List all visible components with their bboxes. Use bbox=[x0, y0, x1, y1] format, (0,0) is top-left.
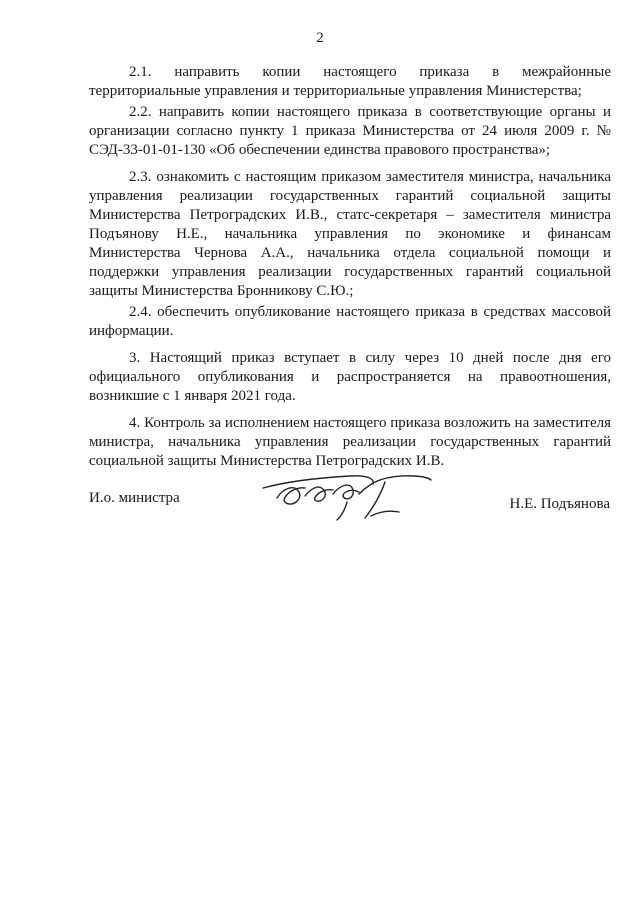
paragraph-3: 3. Настоящий приказ вступает в силу через 10 дней после дня его официального опубликования и распространяется на правоотношения, возникшие с 1 января 2021 года. bbox=[89, 350, 611, 404]
signatory-position: И.о. министра bbox=[89, 490, 180, 506]
paragraph-2-3: 2.3. ознакомить с настоящим приказом заместителя министра, начальника управления реализации государственных гарантий социальной защиты Министерства Петроградских И.В., статс-секретаря – заместителя министра Подъянову Н.Е., начальника управления по экономике и финансам Министерства Чернова А.А., начальника отдела социальной помощи и поддержки управления реализации государственных гарантий социальной защиты Министерства Бронникову С.Ю.; bbox=[89, 169, 611, 299]
page-number: 2 bbox=[316, 30, 324, 46]
handwritten-signature bbox=[255, 458, 435, 528]
paragraph-2-2: 2.2. направить копии настоящего приказа в соответствующие органы и организации согласно пункту 1 приказа Министерства от 24 июля 2009 г. № СЭД-33-01-01-130 «Об обеспечении единства правового пространства»; bbox=[89, 104, 611, 158]
paragraph-4: 4. Контроль за исполнением настоящего приказа возложить на заместителя министра, начальника управления реализации государственных гарантий социальной защиты Министерства Петроградских И.В. bbox=[89, 415, 611, 469]
document-body bbox=[89, 63, 611, 471]
paragraph-2-1: 2.1. направить копии настоящего приказа в межрайонные территориальные управления и территориальные управления Министерства; bbox=[89, 64, 611, 99]
paragraph-2-4: 2.4. обеспечить опубликование настоящего приказа в средствах массовой информации. bbox=[89, 304, 611, 339]
signatory-name: Н.Е. Подъянова bbox=[509, 496, 610, 512]
